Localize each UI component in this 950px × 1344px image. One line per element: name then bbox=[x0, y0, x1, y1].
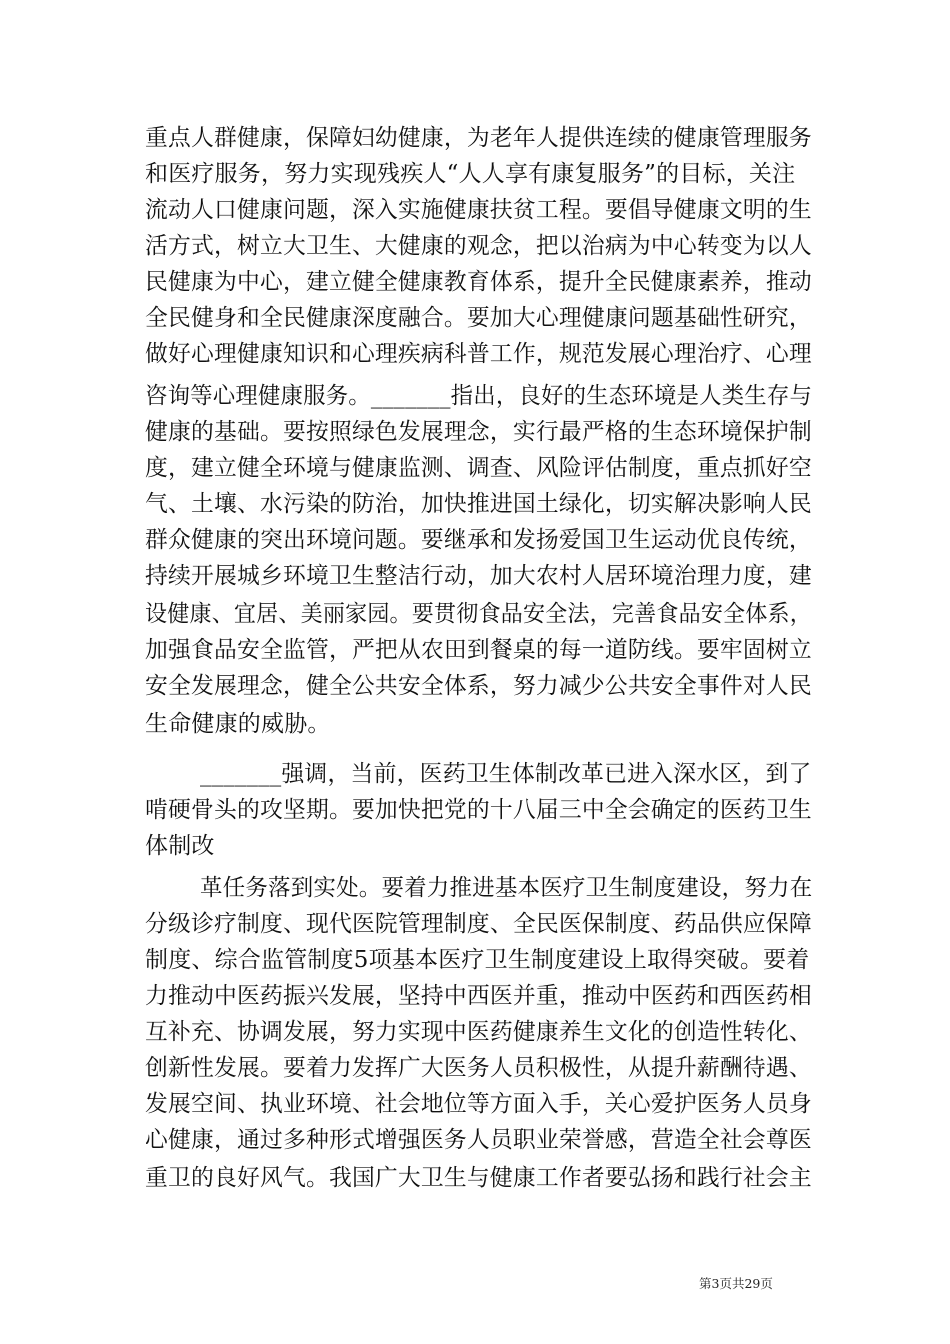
text-line: 安全发展理念，健全公共安全体系，努力减少公共安全事件对人民 bbox=[145, 673, 812, 699]
text-line: 和医疗服务，努力实现残疾人“人人享有康复服务”的目标，关注 bbox=[145, 161, 796, 187]
text-line: 民健康为中心，建立健全健康教育体系，提升全民健康素养，推动 bbox=[145, 269, 812, 295]
text-line: 发展空间、执业环境、社会地位等方面入手，关心爱护医务人员身 bbox=[145, 1091, 812, 1117]
text-line: 健康的基础。要按照绿色发展理念，实行最严格的生态环境保护制 bbox=[145, 419, 812, 445]
text-line: 气、土壤、水污染的防治，加快推进国土绿化，切实解决影响人民 bbox=[145, 491, 812, 517]
text-line: 力推动中医药振兴发展，坚持中西医并重，推动中医药和西医药相 bbox=[145, 983, 812, 1009]
text-line: 加强食品安全监管，严把从农田到餐桌的每一道防线。要牢固树立 bbox=[145, 637, 812, 663]
text-line: 重点人群健康，保障妇幼健康，为老年人提供连续的健康管理服务 bbox=[145, 125, 812, 151]
text-line: 啃硬骨头的攻坚期。要加快把党的十八届三中全会确定的医药卫生 bbox=[145, 797, 812, 823]
text-line: 持续开展城乡环境卫生整洁行动，加大农村人居环境治理力度，建 bbox=[145, 563, 812, 589]
text-line: 生命健康的威胁。 bbox=[145, 711, 331, 737]
text-line: 设健康、宜居、美丽家园。要贯彻食品安全法，完善食品安全体系， bbox=[145, 601, 812, 627]
text-line: 重卫的良好风气。我国广大卫生与健康工作者要弘扬和践行社会主 bbox=[145, 1165, 812, 1191]
text-line: 度，建立健全环境与健康监测、调查、风险评估制度，重点抓好空 bbox=[145, 455, 812, 481]
text-line: 革任务落到实处。要着力推进基本医疗卫生制度建设，努力在 bbox=[200, 875, 813, 901]
text-line: 咨询等心理健康服务。_______指出，良好的生态环境是人类生存与 bbox=[145, 383, 813, 409]
text-line: 做好心理健康知识和心理疾病科普工作，规范发展心理治疗、心理 bbox=[145, 341, 812, 367]
text-line: 群众健康的突出环境问题。要继承和发扬爱国卫生运动优良传统， bbox=[145, 527, 812, 553]
text-line: 分级诊疗制度、现代医院管理制度、全民医保制度、药品供应保障 bbox=[145, 911, 812, 937]
text-line: 活方式，树立大卫生、大健康的观念，把以治病为中心转变为以人 bbox=[145, 233, 812, 259]
text-line: 制度、综合监管制度5项基本医疗卫生制度建设上取得突破。要着 bbox=[145, 947, 810, 973]
page-number: 第3页共29页 bbox=[699, 1276, 773, 1291]
text-line: 创新性发展。要着力发挥广大医务人员积极性，从提升薪酬待遇、 bbox=[145, 1055, 812, 1081]
text-line: 心健康，通过多种形式增强医务人员职业荣誉感，营造全社会尊医 bbox=[145, 1127, 812, 1153]
text-line: 全民健身和全民健康深度融合。要加大心理健康问题基础性研究， bbox=[145, 305, 812, 331]
text-line: 流动人口健康问题，深入实施健康扶贫工程。要倡导健康文明的生 bbox=[145, 197, 812, 223]
text-line: 体制改 bbox=[145, 833, 215, 859]
text-line: 互补充、协调发展，努力实现中医药健康养生文化的创造性转化、 bbox=[145, 1019, 812, 1045]
text-line: _______强调，当前，医药卫生体制改革已进入深水区，到了 bbox=[200, 761, 812, 787]
